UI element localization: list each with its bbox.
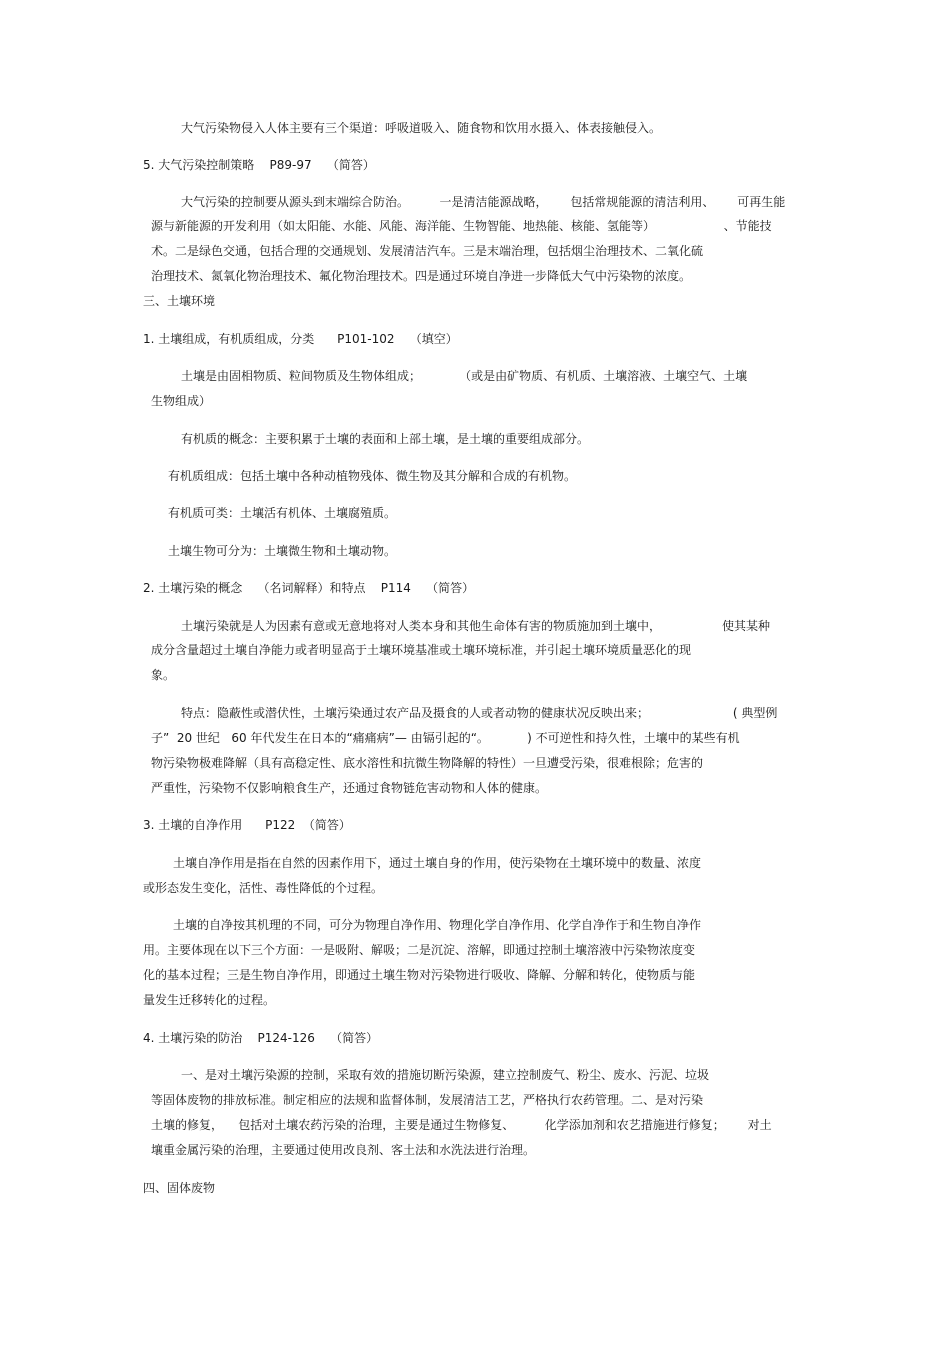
paragraph-text: 严重性，污染物不仅影响粮食生产，还通过食物链危害动物和人体的健康。	[151, 781, 548, 795]
section-heading: 3. 土壤的自净作用 P122 （简答）	[143, 818, 351, 832]
paragraph-text: 象。	[151, 668, 176, 682]
paragraph-text: 成分含量超过土壤自净能力或者明显高于土壤环境基准或土壤环境标准，并引起土壤环境质量恶化的现	[151, 643, 692, 657]
paragraph-text: 生物组成）	[151, 394, 212, 408]
paragraph-text: 有机质的概念：主要积累于土壤的表面和上部土壤，是土壤的重要组成部分。	[181, 432, 590, 446]
paragraph-text: 一、是对土壤污染源的控制，采取有效的措施切断污染源，建立控制废气、粉尘、废水、污泥、垃圾	[181, 1068, 710, 1082]
paragraph-text: 土壤是由固相物质、粒间物质及生物体组成； （或是由矿物质、有机质、土壤溶液、土壤空气、土壤	[181, 369, 748, 383]
section-heading: 1. 土壤组成，有机质组成，分类 P101-102 （填空）	[143, 332, 458, 346]
paragraph-text: 有机质组成：包括土壤中各种动植物残体、微生物及其分解和合成的有机物。	[168, 469, 577, 483]
chapter-heading: 四、固体废物	[143, 1181, 216, 1195]
paragraph-text: 等固体废物的排放标准。制定相应的法规和监督体制，发展清洁工艺，严格执行农药管理。二、是对污染	[151, 1093, 704, 1107]
paragraph-text: 土壤自净作用是指在自然的因素作用下，通过土壤自身的作用，使污染物在土壤环境中的数量、浓度	[173, 856, 702, 870]
paragraph-text: 大气污染的控制要从源头到末端综合防治。 一是清洁能源战略， 包括常规能源的清洁利用、 可再生能	[181, 195, 786, 209]
paragraph-text: 或形态发生变化，活性、毒性降低的个过程。	[143, 881, 384, 895]
paragraph-text: 化的基本过程；三是生物自净作用，即通过土壤生物对污染物进行吸收、降解、分解和转化，使物质与能	[143, 968, 696, 982]
paragraph-text: 土壤的修复， 包括对土壤农药污染的治理，主要是通过生物修复、 化学添加剂和农艺措施进行修复； 对土	[151, 1118, 772, 1132]
paragraph-text: 治理技术、氮氧化物治理技术、氟化物治理技术。四是通过环境自净进一步降低大气中污染物的浓度。	[151, 269, 692, 283]
section-heading: 5. 大气污染控制策略 P89-97 （简答）	[143, 158, 375, 172]
paragraph-text: 量发生迁移转化的过程。	[143, 993, 276, 1007]
paragraph-text: 物污染物极难降解（具有高稳定性、底水溶性和抗微生物降解的特性）一旦遭受污染，很难根除；危害的	[151, 756, 704, 770]
paragraph-text: 术。二是绿色交通，包括合理的交通规划、发展清洁汽车。三是末端治理，包括烟尘治理技术、二氧化硫	[151, 244, 704, 258]
chapter-heading: 三、土壤环境	[143, 294, 216, 308]
paragraph-text: 有机质可类：土壤活有机体、土壤腐殖质。	[168, 506, 397, 520]
paragraph-text: 壤重金属污染的治理，主要通过使用改良剂、客土法和水洗法进行治理。	[151, 1143, 536, 1157]
paragraph-text: 土壤的自净按其机理的不同，可分为物理自净作用、物理化学自净作用、化学自净作于和生物自净作	[173, 918, 702, 932]
paragraph-text: 土壤生物可分为：土壤微生物和土壤动物。	[168, 544, 397, 558]
section-heading: 2. 土壤污染的概念 （名词解释）和特点 P114 （简答）	[143, 581, 475, 595]
paragraph-text: 大气污染物侵入人体主要有三个渠道：呼吸道吸入、随食物和饮用水摄入、体表接触侵入。	[181, 121, 662, 135]
section-heading: 4. 土壤污染的防治 P124-126 （简答）	[143, 1031, 379, 1045]
paragraph-text: 土壤污染就是人为因素有意或无意地将对人类本身和其他生命体有害的物质施加到土壤中， 使其某种	[181, 619, 771, 633]
paragraph-text: 源与新能源的开发利用（如太阳能、水能、风能、海洋能、生物智能、地热能、核能、氢能等） 、节能技	[151, 219, 772, 233]
paragraph-text: 用。主要体现在以下三个方面：一是吸附、解吸；二是沉淀、溶解，即通过控制土壤溶液中污染物浓度变	[143, 943, 696, 957]
paragraph-text: 特点：隐蔽性或潜伏性，土壤污染通过农产品及摄食的人或者动物的健康状况反映出来； ( 典型例	[181, 706, 778, 720]
paragraph-text: 子” 20 世纪 60 年代发生在日本的“痛痛病”— 由镉引起的“。 ) 不可逆性和持久性，土壤中的某些有机	[151, 731, 740, 745]
